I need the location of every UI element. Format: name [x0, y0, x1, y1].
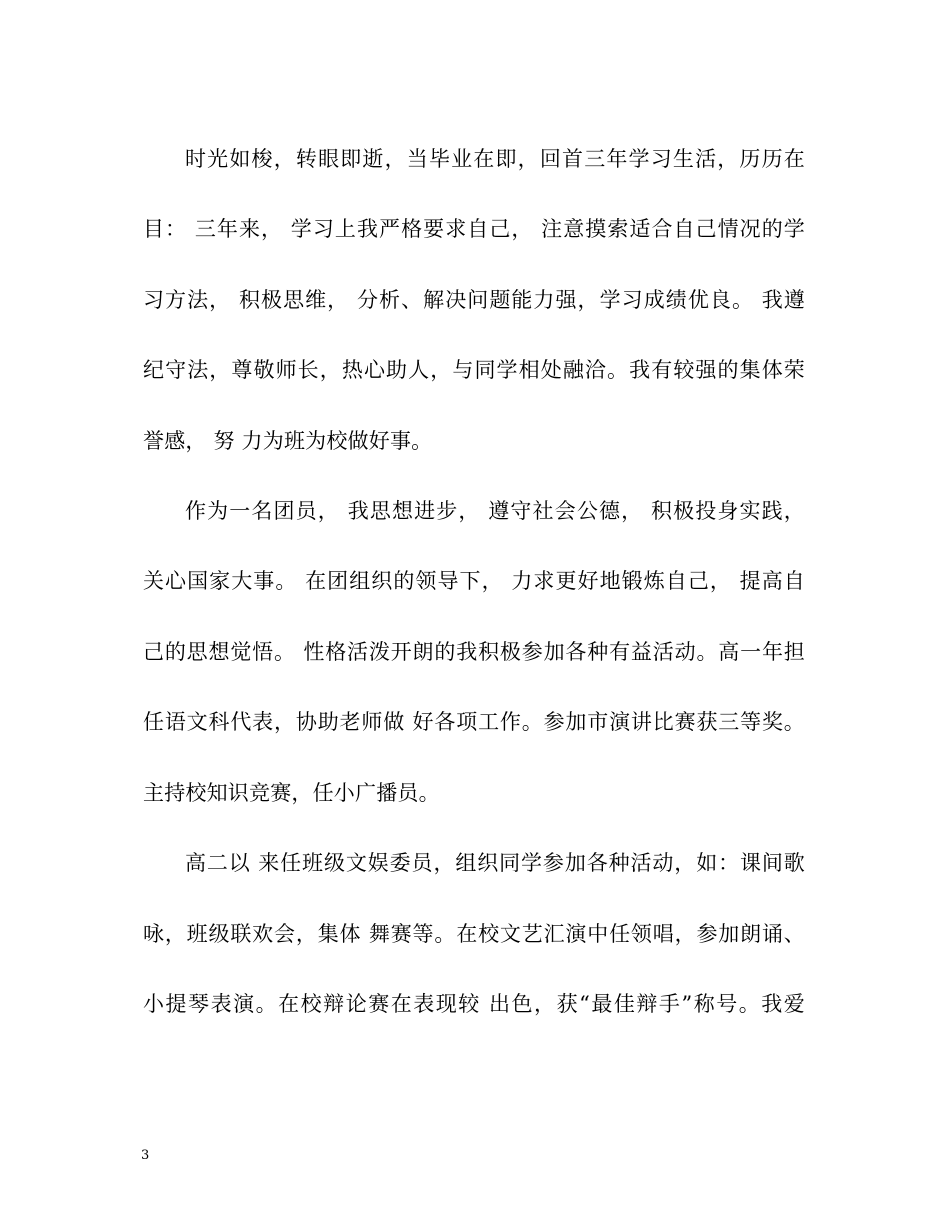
text-line: 小提琴表演。在校辩论赛在表现较 出色，获“最佳辩手”称号。我爱	[143, 992, 805, 1016]
text-line: 时光如梭，转眼即逝，当毕业在即，回首三年学习生活，历历在	[185, 147, 805, 171]
text-line: 习方法， 积极思维， 分析、解决问题能力强，学习成绩优良。 我遵	[143, 288, 805, 312]
text-line: 关心国家大事。 在团组织的领导下， 力求更好地锻炼自己， 提高自	[143, 569, 805, 593]
text-line: 任语文科代表，协助老师做 好各项工作。参加市演讲比赛获三等奖。	[143, 710, 805, 734]
text-line: 高二以 来任班级文娱委员，组织同学参加各种活动，如：课间歌	[185, 851, 805, 875]
text-line: 作为一名团员， 我思想进步， 遵守社会公德， 积极投身实践，	[185, 499, 805, 523]
text-line: 己的思想觉悟。 性格活泼开朗的我积极参加各种有益活动。高一年担	[143, 640, 805, 664]
page-number: 3	[141, 1148, 150, 1163]
text-line: 咏，班级联欢会，集体 舞赛等。在校文艺汇演中任领唱，参加朗诵、	[143, 922, 805, 946]
text-line: 纪守法，尊敬师长，热心助人，与同学相处融洽。我有较强的集体荣	[143, 358, 805, 382]
text-line: 目： 三年来， 学习上我严格要求自己， 注意摸索适合自己情况的学	[143, 217, 805, 241]
text-line: 主持校知识竞赛，任小广播员。	[143, 781, 440, 805]
text-line: 誉感， 努 力为班为校做好事。	[143, 429, 433, 453]
